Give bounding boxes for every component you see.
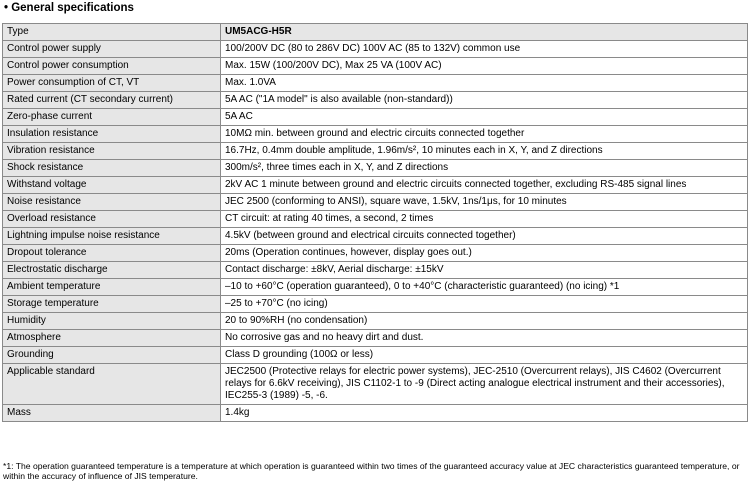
spec-label: Humidity	[3, 313, 221, 330]
spec-label: Ambient temperature	[3, 279, 221, 296]
table-row	[3, 330, 748, 347]
table-row	[3, 143, 748, 160]
table-row	[3, 41, 748, 58]
spec-label: Shock resistance	[3, 160, 221, 177]
spec-value: 10MΩ min. between ground and electric circuits connected together	[221, 126, 748, 143]
table-row	[3, 228, 748, 245]
spec-label: Lightning impulse noise resistance	[3, 228, 221, 245]
table-row	[3, 194, 748, 211]
table-row	[3, 92, 748, 109]
spec-value: 20ms (Operation continues, however, display goes out.)	[221, 245, 748, 262]
table-row	[3, 405, 748, 422]
table-header-row	[3, 24, 748, 41]
spec-label: Applicable standard	[3, 364, 221, 405]
spec-label: Electrostatic discharge	[3, 262, 221, 279]
spec-label: Power consumption of CT, VT	[3, 75, 221, 92]
spec-label: Dropout tolerance	[3, 245, 221, 262]
spec-label: Vibration resistance	[3, 143, 221, 160]
table-row	[3, 58, 748, 75]
spec-label: Grounding	[3, 347, 221, 364]
type-value: UM5ACG-H5R	[221, 24, 748, 41]
spec-value: 5A AC ("1A model" is also available (non-standard))	[221, 92, 748, 109]
spec-value: Max. 15W (100/200V DC), Max 25 VA (100V AC)	[221, 58, 748, 75]
spec-value: 4.5kV (between ground and electrical circuits connected together)	[221, 228, 748, 245]
spec-label: Noise resistance	[3, 194, 221, 211]
spec-value: –25 to +70°C (no icing)	[221, 296, 748, 313]
spec-value: 100/200V DC (80 to 286V DC) 100V AC (85 to 132V) common use	[221, 41, 748, 58]
spec-value: 2kV AC 1 minute between ground and electric circuits connected together, excluding RS-485 signal lines	[221, 177, 748, 194]
spec-table	[2, 23, 748, 422]
spec-value: 20 to 90%RH (no condensation)	[221, 313, 748, 330]
type-label: Type	[3, 24, 221, 41]
spec-label: Atmosphere	[3, 330, 221, 347]
spec-value: Class D grounding (100Ω or less)	[221, 347, 748, 364]
table-row	[3, 262, 748, 279]
table-row	[3, 347, 748, 364]
spec-value: 16.7Hz, 0.4mm double amplitude, 1.96m/s², 10 minutes each in X, Y, and Z directions	[221, 143, 748, 160]
spec-label: Withstand voltage	[3, 177, 221, 194]
spec-value: Contact discharge: ±8kV, Aerial discharge: ±15kV	[221, 262, 748, 279]
table-row	[3, 160, 748, 177]
table-row	[3, 211, 748, 228]
spec-value: JEC 2500 (conforming to ANSI), square wave, 1.5kV, 1ns/1μs, for 10 minutes	[221, 194, 748, 211]
spec-value: 5A AC	[221, 109, 748, 126]
spec-value: CT circuit: at rating 40 times, a second, 2 times	[221, 211, 748, 228]
spec-value: 300m/s², three times each in X, Y, and Z directions	[221, 160, 748, 177]
table-row	[3, 75, 748, 92]
table-row	[3, 245, 748, 262]
spec-label: Mass	[3, 405, 221, 422]
spec-label: Storage temperature	[3, 296, 221, 313]
spec-label: Rated current (CT secondary current)	[3, 92, 221, 109]
footnote: *1: The operation guaranteed temperature is a temperature at which operation is guaranteed within two times of the guaranteed accuracy value at JEC characteristics guaranteed temperature, or within the accuracy of influence of JIS temperature.	[3, 461, 740, 481]
spec-value: Max. 1.0VA	[221, 75, 748, 92]
table-row	[3, 296, 748, 313]
section-heading: • General specifications	[4, 2, 134, 14]
spec-label: Insulation resistance	[3, 126, 221, 143]
spec-label: Zero-phase current	[3, 109, 221, 126]
spec-value: No corrosive gas and no heavy dirt and dust.	[221, 330, 748, 347]
spec-value: –10 to +60°C (operation guaranteed), 0 to +40°C (characteristic guaranteed) (no icing) *1	[221, 279, 748, 296]
table-row	[3, 109, 748, 126]
table-row	[3, 279, 748, 296]
table-row	[3, 126, 748, 143]
table-row	[3, 364, 748, 405]
table-row	[3, 177, 748, 194]
spec-label: Control power consumption	[3, 58, 221, 75]
spec-value: 1.4kg	[221, 405, 748, 422]
spec-label: Control power supply	[3, 41, 221, 58]
spec-label: Overload resistance	[3, 211, 221, 228]
spec-value: JEC2500 (Protective relays for electric power systems), JEC-2510 (Overcurrent relays), JIS C4602 (Overcurrent relays for 6.6kV receiving), JIS C1102-1 to -9 (Direct acting analogue electrical instrument and their accessories), IEC255-3 (1989) -5, -6.	[221, 364, 748, 405]
table-row	[3, 313, 748, 330]
